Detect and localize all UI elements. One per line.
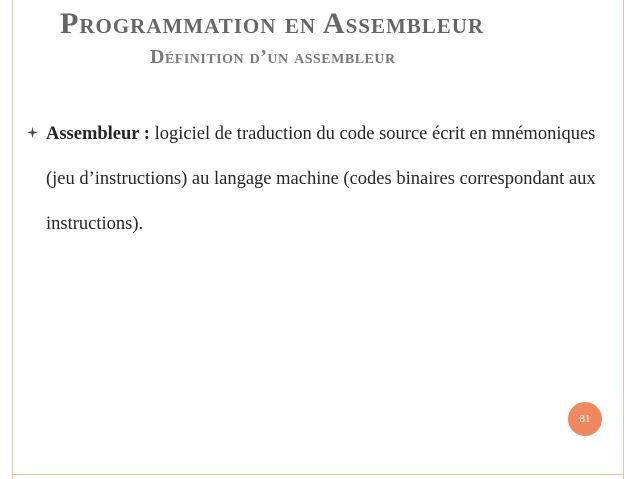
bullet-term: Assembleur :: [46, 124, 150, 144]
page-number-badge: 81: [568, 402, 602, 436]
bullet-paragraph: [46, 112, 612, 247]
slide-title: Programmation en Assembleur: [60, 7, 485, 40]
slide-subtitle: Définition d’un assembleur: [150, 46, 396, 68]
bullet-definition: logiciel de traduction du code source écrit en mnémoniques (jeu d’instructions) au langage machine (codes binaires correspondant aux instructions).: [46, 124, 596, 234]
frame-bottom-border: [12, 474, 624, 475]
frame-left-border: [12, 0, 13, 479]
frame-right-border: [623, 0, 624, 479]
diamond-bullet-icon: [27, 127, 38, 138]
